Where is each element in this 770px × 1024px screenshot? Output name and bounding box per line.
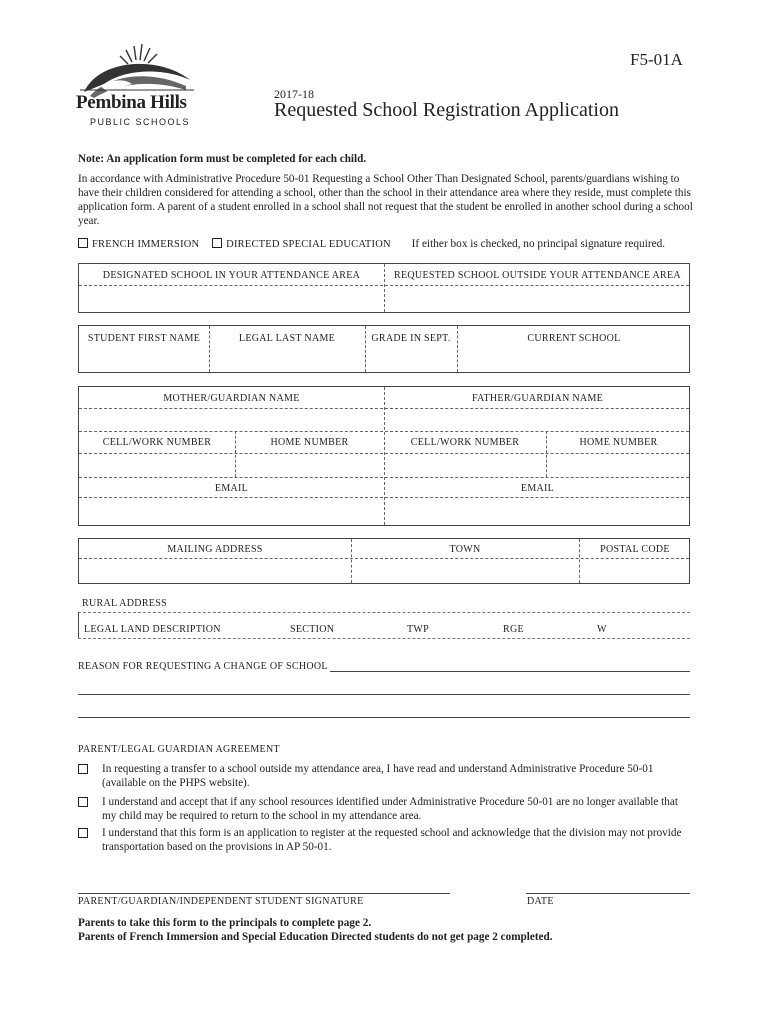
school-table — [78, 263, 690, 313]
father-email-label: EMAIL — [520, 483, 555, 494]
note-text: Note: An application form must be completed for each child. — [78, 153, 367, 165]
father-email-field[interactable] — [385, 497, 690, 526]
rural-address-label: RURAL ADDRESS — [82, 598, 167, 609]
mother-cell-label: CELL/WORK NUMBER — [102, 437, 212, 448]
mother-home-label: HOME NUMBER — [270, 437, 349, 448]
address-table — [78, 538, 690, 584]
reason-line-2[interactable] — [78, 694, 690, 695]
mother-email-label: EMAIL — [214, 483, 249, 494]
org-name: Pembina Hills — [76, 92, 187, 113]
intro-paragraph: In accordance with Administrative Procedure 50-01 Requesting a School Other Than Designated School, parents/guardians wishing to have their children considered for attending a school, other than the school in their attendance area where they reside, must complete this application form. A parent of a student enrolled in a school shall not request that the student be enrolled in another school during a school year. — [78, 173, 693, 227]
date-label: DATE — [527, 896, 554, 907]
page-title: Requested School Registration Application — [274, 99, 619, 121]
parents-table — [78, 386, 690, 526]
father-cell-field[interactable] — [385, 453, 546, 477]
agreement-text-1: In requesting a transfer to a school outside my attendance area, I have read and understand Administrative Procedure 50-01 (available on the PHPS website). — [102, 763, 654, 789]
footer-line-2: Parents of French Immersion and Special Education Directed students do not get page 2 completed. — [78, 931, 553, 943]
legal-last-name-field[interactable] — [210, 346, 365, 373]
mailing-address-field[interactable] — [79, 559, 351, 584]
father-home-label: HOME NUMBER — [579, 437, 658, 448]
agreement-checkbox-3[interactable] — [78, 828, 88, 838]
grade-field[interactable] — [366, 346, 457, 373]
special-education-checkbox[interactable] — [212, 238, 222, 248]
agreement-checkbox-2[interactable] — [78, 797, 88, 807]
father-cell-label: CELL/WORK NUMBER — [410, 437, 520, 448]
agreement-checkbox-1[interactable] — [78, 764, 88, 774]
twp-label: TWP — [407, 624, 430, 635]
signature-label: PARENT/GUARDIAN/INDEPENDENT STUDENT SIGNATURE — [78, 896, 364, 907]
mother-cell-field[interactable] — [79, 453, 235, 477]
form-code: F5-01A — [630, 50, 683, 69]
w-label: W — [597, 624, 607, 635]
french-immersion-label: FRENCH IMMERSION — [92, 239, 200, 250]
agreement-text-2: I understand and accept that if any school resources identified under Administrative Procedure 50-01 are no longer available that my child may be required to return to the school in my attendance area. — [102, 796, 678, 822]
designated-school-field[interactable] — [79, 286, 384, 313]
special-education-label: DIRECTED SPECIAL EDUCATION — [226, 239, 391, 250]
postal-code-field[interactable] — [580, 559, 690, 584]
designated-school-label: DESIGNATED SCHOOL IN YOUR ATTENDANCE AREA — [102, 270, 361, 281]
agreement-item — [78, 795, 690, 823]
student-first-name-field[interactable] — [79, 346, 209, 373]
reason-line-1[interactable] — [330, 671, 690, 672]
footer-line-1: Parents to take this form to the principals to complete page 2. — [78, 917, 372, 929]
school-year: 2017-18 — [274, 87, 314, 101]
father-guardian-label: FATHER/GUARDIAN NAME — [471, 393, 604, 404]
agreement-text-3: I understand that this form is an application to register at the requested school and acknowledge that the division may not provide transportation based on the provisions in AP 50-01. — [102, 827, 682, 853]
french-immersion-checkbox[interactable] — [78, 238, 88, 248]
legal-land-label: LEGAL LAND DESCRIPTION — [84, 624, 221, 635]
mailing-address-label: MAILING ADDRESS — [167, 544, 263, 555]
mother-name-field[interactable] — [79, 409, 384, 431]
mother-home-field[interactable] — [236, 453, 384, 477]
legal-last-name-label: LEGAL LAST NAME — [238, 333, 336, 344]
requested-school-label: REQUESTED SCHOOL OUTSIDE YOUR ATTENDANCE AREA — [394, 270, 681, 281]
postal-code-label: POSTAL CODE — [600, 544, 670, 555]
town-label: TOWN — [449, 544, 481, 555]
father-name-field[interactable] — [385, 409, 690, 431]
mother-guardian-label: MOTHER/GUARDIAN NAME — [163, 393, 300, 404]
org-subtitle: PUBLIC SCHOOLS — [90, 117, 191, 127]
program-options — [78, 238, 665, 250]
section-label: SECTION — [290, 624, 335, 635]
agreement-item — [78, 826, 690, 854]
father-home-field[interactable] — [547, 453, 690, 477]
mother-email-field[interactable] — [79, 497, 384, 526]
agreement-item — [78, 762, 690, 790]
date-line[interactable] — [526, 893, 690, 894]
student-table — [78, 325, 690, 373]
grade-label: GRADE IN SEPT. — [371, 333, 451, 344]
current-school-label: CURRENT SCHOOL — [527, 333, 621, 344]
requested-school-field[interactable] — [385, 286, 690, 313]
reason-label: REASON FOR REQUESTING A CHANGE OF SCHOOL — [78, 661, 328, 672]
footer-notes — [78, 916, 553, 944]
agreement-heading: PARENT/LEGAL GUARDIAN AGREEMENT — [78, 744, 280, 755]
options-hint: If either box is checked, no principal signature required. — [411, 238, 666, 250]
town-field[interactable] — [352, 559, 579, 584]
rge-label: RGE — [503, 624, 524, 635]
signature-line[interactable] — [78, 893, 450, 894]
reason-line-3[interactable] — [78, 717, 690, 718]
student-first-name-label: STUDENT FIRST NAME — [87, 333, 201, 344]
current-school-field[interactable] — [458, 346, 690, 373]
